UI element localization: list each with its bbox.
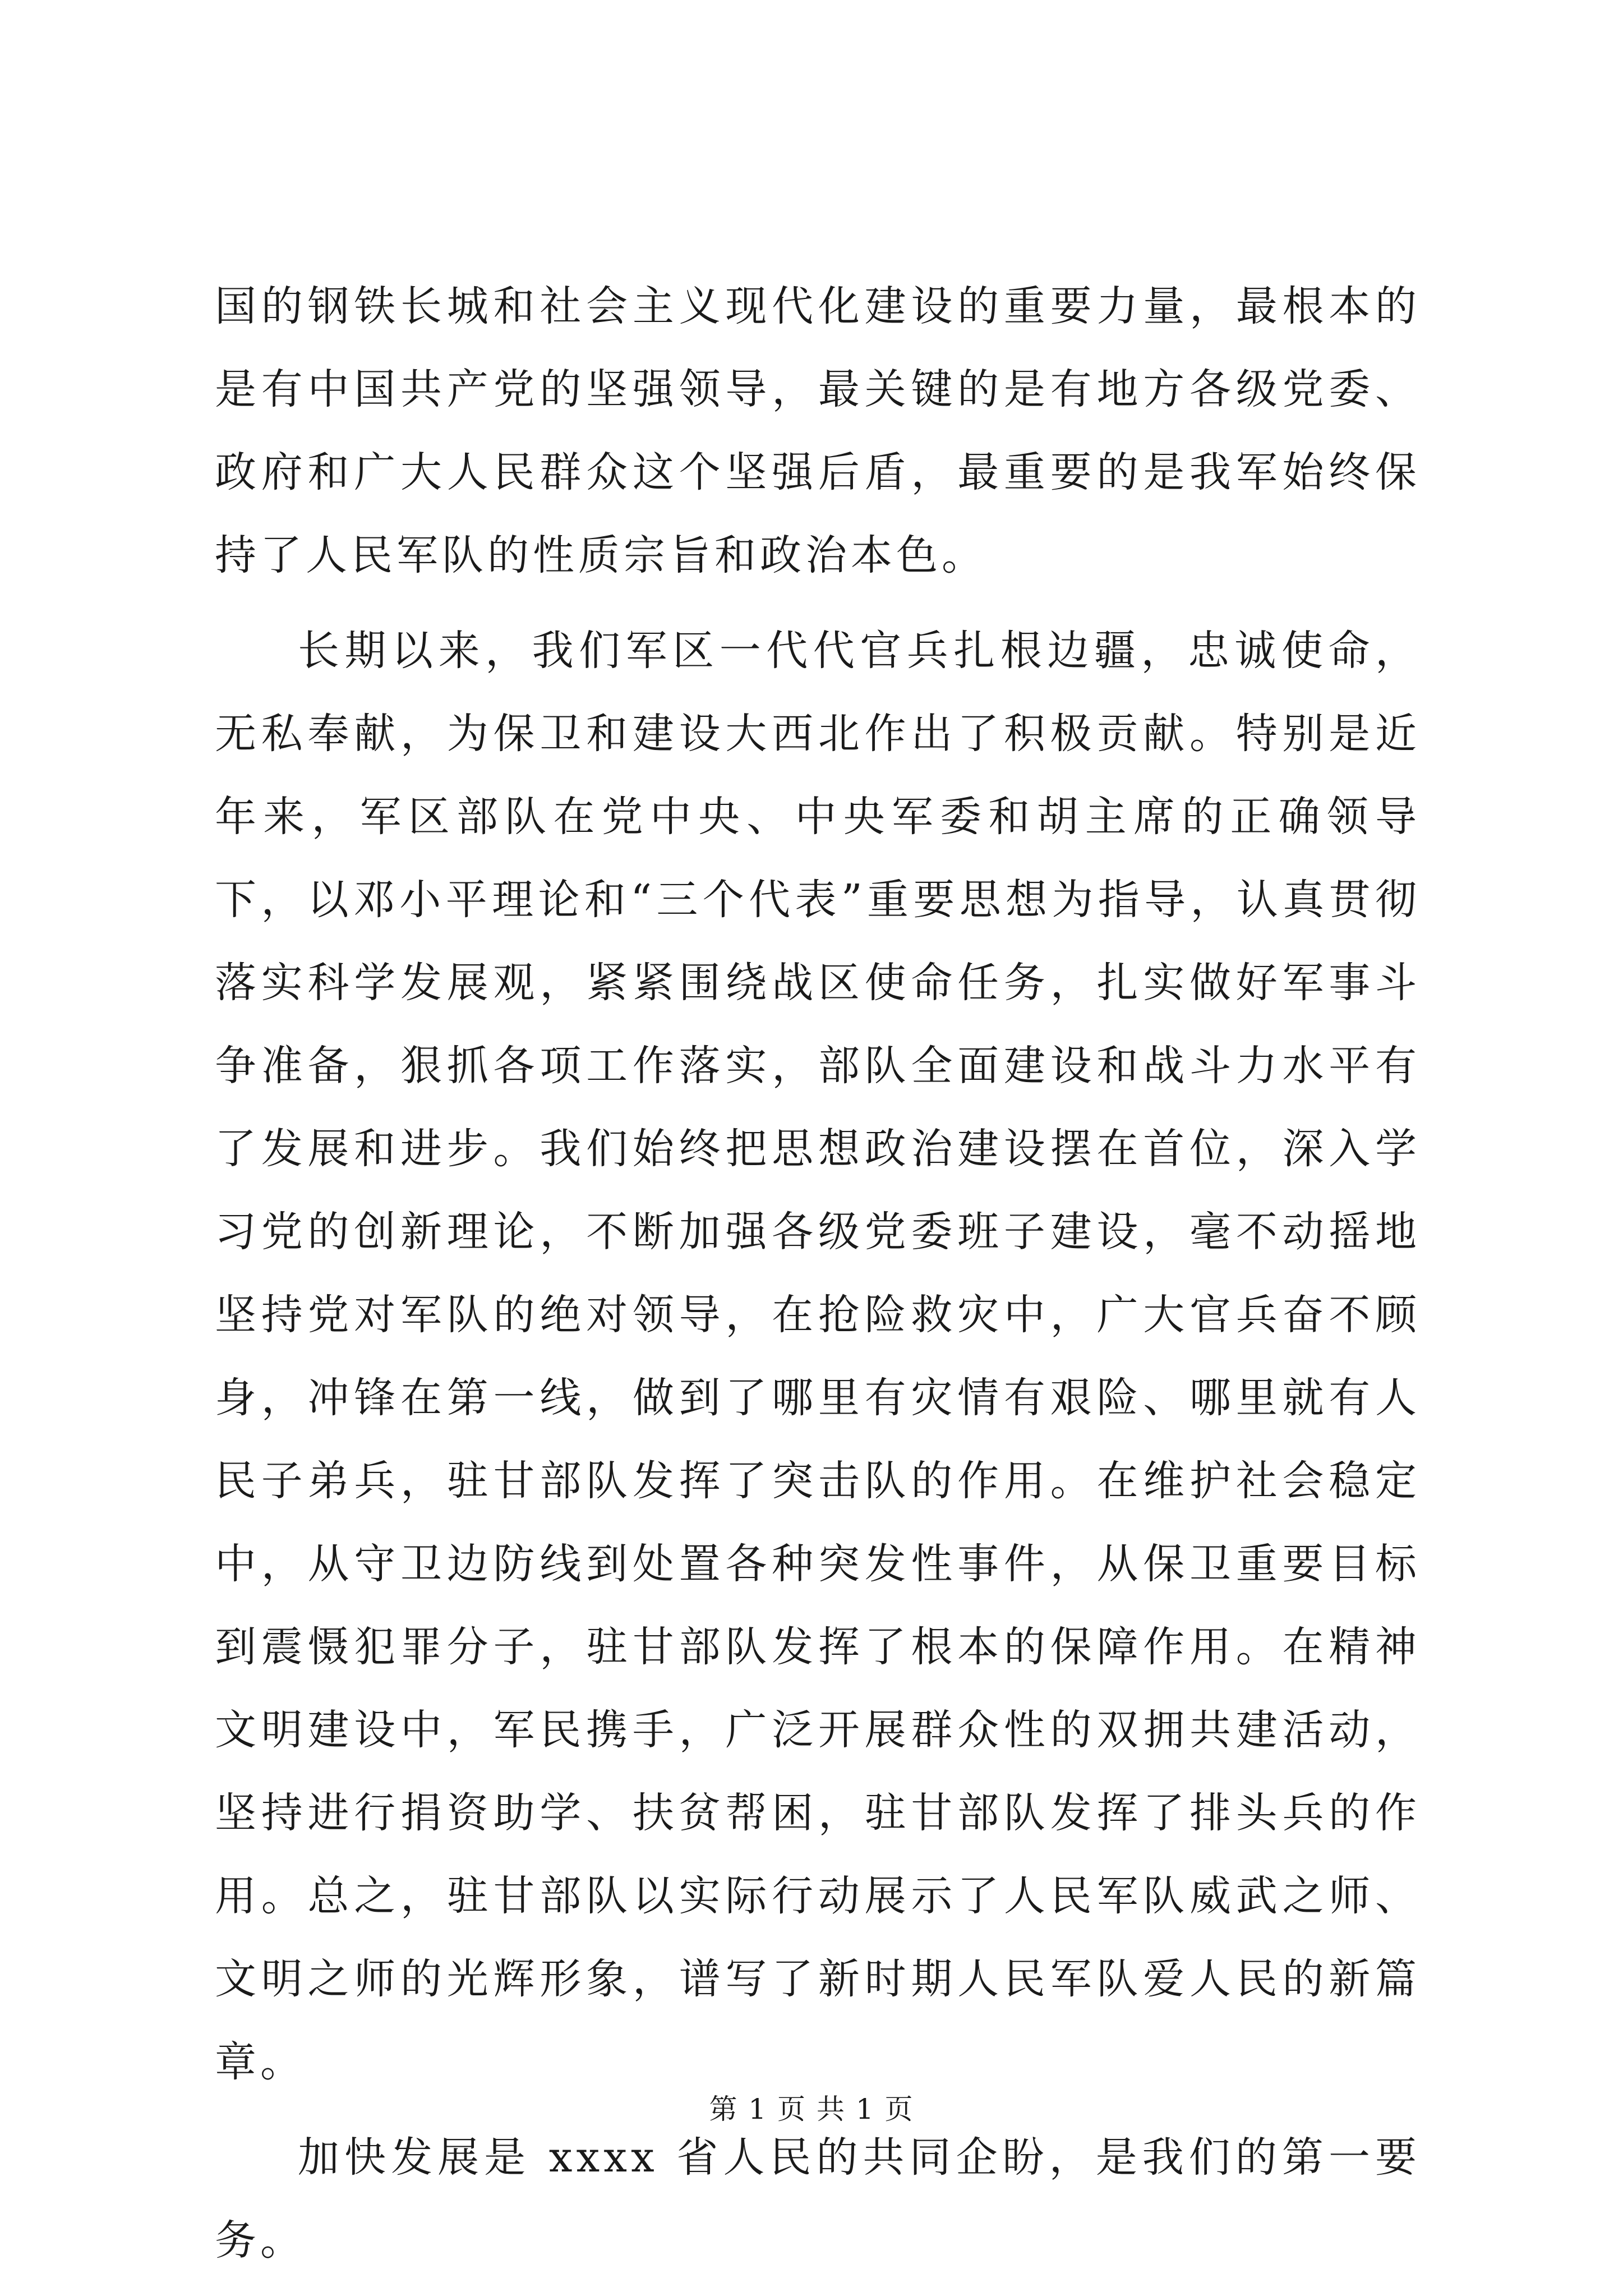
paragraph-2: 长期以来，我们军区一代代官兵扎根边疆，忠诚使命，无私奉献，为保卫和建设大西北作出了积极贡献。特别是近年来，军区部队在党中央、中央军委和胡主席的正确领导下，以邓小平理论和“三个代表”重要思想为指导，认真贯彻落实科学发展观，紧紧围绕战区使命任务，扎实做好军事斗争准备，狠抓各项工作落实，部队全面建设和战斗力水平有了发展和进步。我们始终把思想政治建设摆在首位，深入学习党的创新理论，不断加强各级党委班子建设，毫不动摇地坚持党对军队的绝对领导，在抢险救灾中，广大官兵奋不顾身，冲锋在第一线，做到了哪里有灾情有艰险、哪里就有人民子弟兵，驻甘部队发挥了突击队的作用。在维护社会稳定中，从守卫边防线到处置各种突发性事件，从保卫重要目标到震慑犯罪分子，驻甘部队发挥了根本的保障作用。在精神文明建设中，军民携手，广泛开展群众性的双拥共建活动，坚持进行捐资助学、扶贫帮困，驻甘部队发挥了排头兵的作用。总之，驻甘部队以实际行动展示了人民军队威武之师、文明之师的光辉形象，谱写了新时期人民军队爱人民的新篇章。 [215, 627, 1421, 2086]
page-number-footer: 第 1 页 共 1 页 [709, 2093, 914, 2125]
paragraph-3: 加快发展是 xxxx 省人民的共同企盼，是我们的第一要务。 [215, 2133, 1421, 2265]
paragraph-1: 国的钢铁长城和社会主义现代化建设的重要力量，最根本的是有中国共产党的坚强领导，最关键的是有地方各级党委、政府和广大人民群众这个坚强后盾，最重要的是我军始终保持了人民军队的性质宗旨和政治本色。 [215, 282, 1421, 579]
document-body [215, 265, 1421, 2294]
